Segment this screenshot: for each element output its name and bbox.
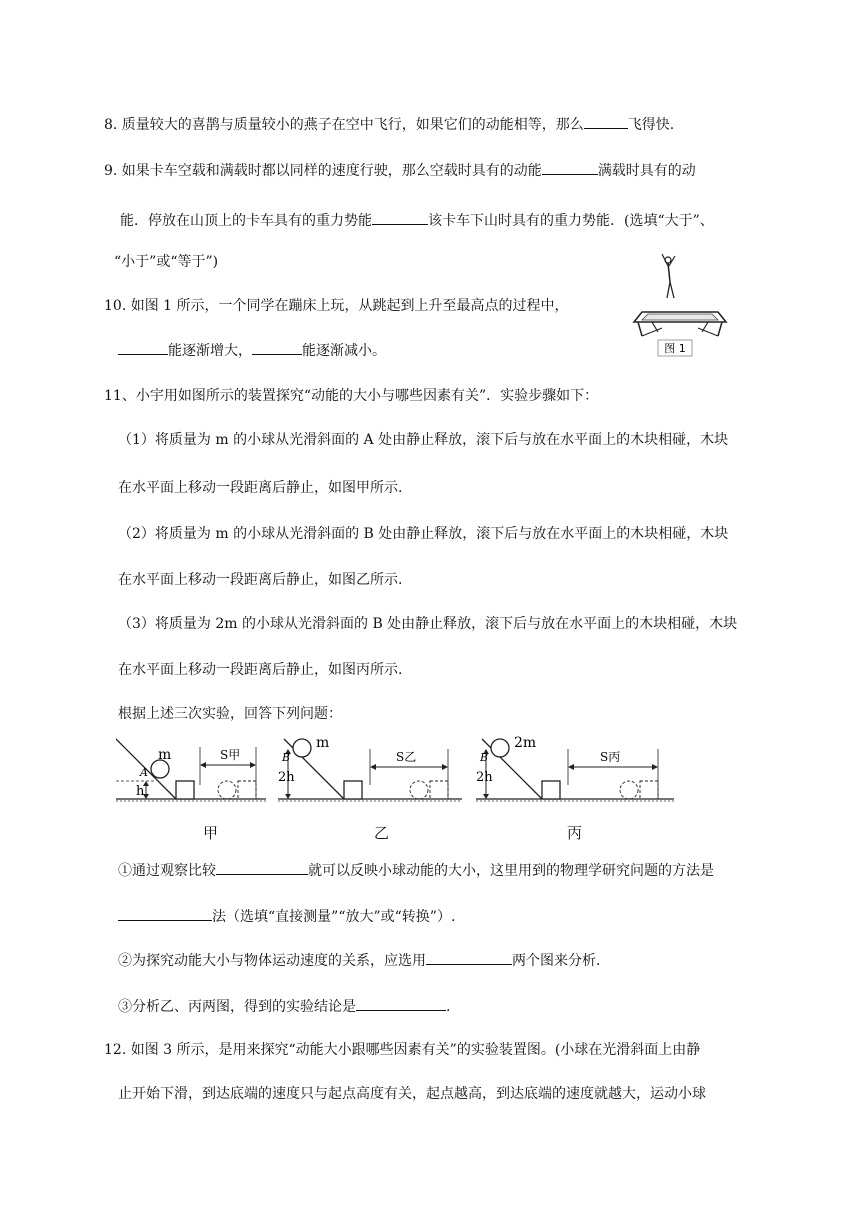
q9-text: 9. 如果卡车空载和满载时都以同样的速度行驶，那么空载时具有的动能 [104, 163, 542, 179]
distance-label: S乙 [396, 750, 417, 764]
figure-1-trampoline [632, 252, 728, 358]
point-label: B [480, 751, 489, 764]
mass-label: m [316, 735, 330, 751]
question-12-line-2: 止开始下滑，到达底端的速度只与起点高度有关，起点越高，到达底端的速度就越大，运动小球 [118, 1086, 706, 1102]
distance-label: S甲 [220, 748, 241, 762]
q9-text: 能．停放在山顶上的卡车具有的重力势能 [120, 213, 372, 229]
answer-blank [356, 996, 446, 1011]
question-12-line-1: 12. 如图 3 所示，是用来探究“动能大小跟哪些因素有关”的实验装置图。(小球在光滑斜面上由静 [104, 1042, 701, 1058]
q11-text: . [446, 999, 451, 1015]
height-label: h [136, 784, 145, 799]
q11-step-2-cont: 在水平面上移动一段距离后静止，如图乙所示. [118, 572, 403, 588]
answer-blank [372, 210, 428, 225]
answer-blank [584, 114, 628, 129]
mass-label: m [158, 747, 172, 763]
q11-step-3: （3）将质量为 2m 的小球从光滑斜面的 B 处由静止释放，滚下后与放在水平面上的木块相碰，木块 [118, 616, 738, 632]
caption-jia: 甲 [203, 824, 219, 842]
q8-tail: 飞得快. [627, 117, 675, 133]
q8-text: 8. 质量较大的喜鹊与质量较小的燕子在空中飞行，如果它们的动能相等，那么 [104, 117, 584, 133]
q9-text: 满载时具有的动 [597, 163, 696, 179]
q11-question-3 [118, 996, 450, 1017]
q11-step-3-cont: 在水平面上移动一段距离后静止，如图丙所示. [118, 662, 403, 678]
wood-block [344, 781, 362, 799]
answer-blank [426, 950, 512, 965]
question-9-line-3: “小于”或“等于”) [114, 254, 219, 270]
answer-blank [216, 860, 308, 875]
question-10-line-2 [118, 340, 386, 361]
distance-label: S丙 [600, 750, 621, 764]
q11-question-1-cont [118, 906, 455, 927]
figure-yi [278, 735, 464, 805]
caption-bing: 丙 [567, 824, 583, 842]
q11-question-1 [118, 860, 714, 881]
ball [491, 739, 509, 757]
q11-step-2: （2）将质量为 m 的小球从光滑斜面的 B 处由静止释放，滚下后与放在水平面上的木块相碰，木块 [118, 526, 729, 542]
figure-1-label: 图 1 [664, 342, 686, 355]
q11-text: 法（选填“直接测量”“放大”或“转换”）. [212, 909, 456, 925]
answer-blank [252, 340, 302, 355]
q11-step-1: （1）将质量为 m 的小球从光滑斜面的 A 处由静止释放，滚下后与放在水平面上的木块相碰，木块 [118, 432, 729, 448]
height-label: 2h [278, 770, 295, 785]
question-9-line-2 [120, 210, 714, 231]
answer-blank [118, 340, 168, 355]
question-10-line-1: 10. 如图 1 所示，一个同学在蹦床上玩，从跳起到上升至最高点的过程中， [104, 298, 569, 314]
q10-text: 能逐渐增大， [168, 343, 252, 359]
mass-label: 2m [514, 735, 537, 751]
caption-yi: 乙 [374, 824, 390, 842]
answer-blank [542, 160, 598, 175]
height-label: 2h [476, 770, 493, 785]
question-11-title: 11、小宇用如图所示的装置探究“动能的大小与哪些因素有关”．实验步骤如下： [104, 388, 599, 404]
q9-text: 该卡车下山时具有的重力势能．(选填“大于”、 [428, 213, 714, 229]
question-9-line-1 [104, 160, 696, 181]
q11-step-1-cont: 在水平面上移动一段距离后静止，如图甲所示. [118, 480, 403, 496]
figure-bing [476, 735, 676, 805]
q11-answer-intro: 根据上述三次实验，回答下列问题： [118, 706, 342, 722]
answer-blank [118, 906, 212, 921]
q11-text: ②为探究动能大小与物体运动速度的关系，应选用 [118, 953, 426, 969]
point-label: B [282, 751, 291, 764]
q11-text: 就可以反映小球动能的大小，这里用到的物理学研究问题的方法是 [308, 863, 714, 879]
q11-text: ①通过观察比较 [118, 863, 216, 879]
q10-text: 能逐渐减小。 [302, 343, 386, 359]
wood-block [542, 781, 560, 799]
q11-text: 两个图来分析. [512, 953, 601, 969]
ball [293, 739, 311, 757]
question-8 [104, 114, 674, 135]
wood-block [176, 781, 194, 799]
point-label: A [140, 766, 148, 779]
figure-jia [116, 735, 268, 805]
q11-question-2 [118, 950, 600, 971]
q11-text: ③分析乙、丙两图，得到的实验结论是 [118, 999, 356, 1015]
